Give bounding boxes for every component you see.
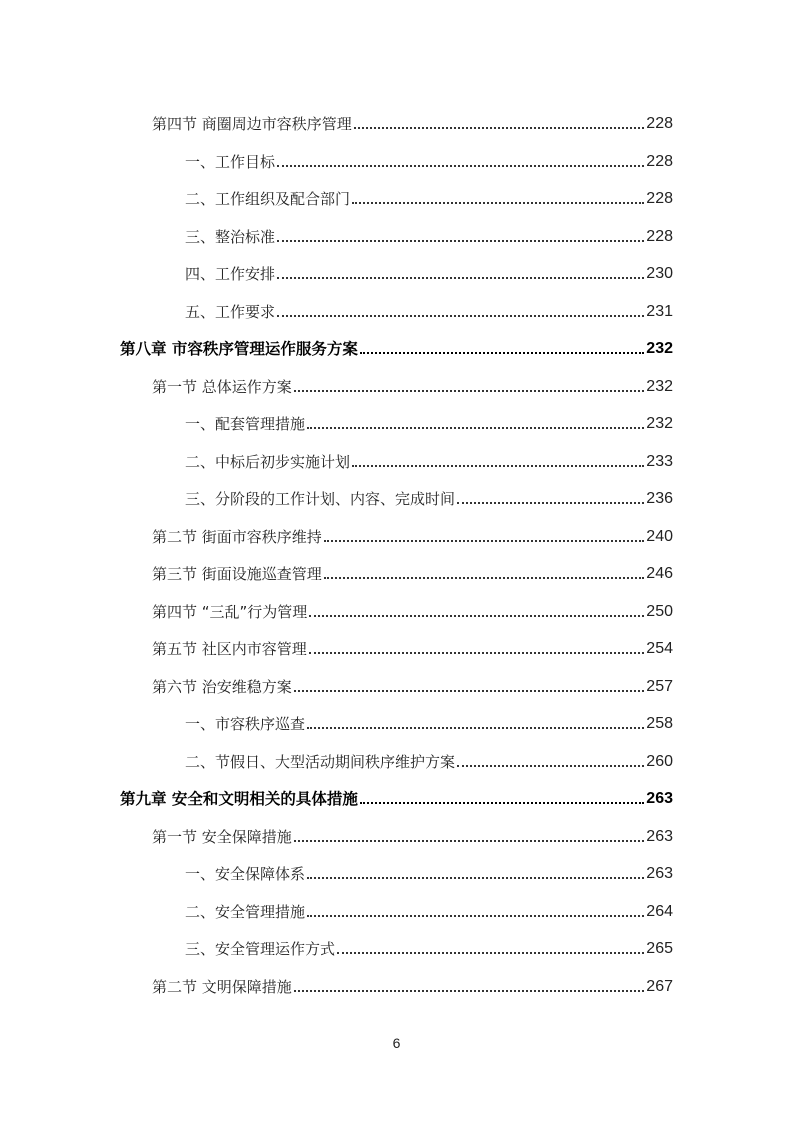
dot-leader: [324, 527, 645, 547]
toc-chapter-entry[interactable]: [120, 331, 673, 359]
dot-leader: [309, 639, 645, 659]
toc-entry-page: 240: [646, 527, 673, 545]
toc-entry-title: 第二节 文明保障措施: [152, 977, 292, 996]
toc-entry[interactable]: [152, 106, 673, 134]
toc-entry-page: 263: [646, 790, 673, 807]
toc-entry[interactable]: [152, 669, 673, 697]
toc-entry-title: 四、工作安排: [185, 265, 276, 283]
dot-leader: [277, 152, 644, 172]
toc-entry[interactable]: [152, 594, 673, 622]
toc-entry-title: 二、中标后初步实施计划: [185, 452, 351, 471]
toc-entry-title: 三、安全管理运作方式: [185, 940, 336, 958]
toc-entry-title: 第一节 总体运作方案: [152, 377, 292, 396]
toc-entry[interactable]: [152, 631, 673, 659]
dot-leader: [324, 564, 645, 584]
dot-leader: [360, 789, 644, 809]
toc-entry-title: 第九章 安全和文明相关的具体措施: [120, 790, 358, 808]
toc-entry-title: 第三节 街面设施巡查管理: [152, 565, 322, 583]
dot-leader: [277, 302, 644, 322]
toc-entry-page: 233: [646, 452, 673, 470]
toc-entry-title: 一、安全保障体系: [185, 865, 306, 883]
dot-leader: [337, 939, 644, 959]
toc-entry-title: 二、安全管理措施: [185, 902, 306, 921]
toc-entry-page: 263: [646, 827, 673, 845]
toc-entry-page: 250: [646, 602, 673, 620]
dot-leader: [294, 827, 645, 847]
toc-entry[interactable]: [152, 969, 673, 997]
toc-entry[interactable]: [152, 556, 673, 584]
dot-leader: [352, 452, 644, 472]
toc-entry[interactable]: [185, 219, 673, 247]
toc-entry[interactable]: [185, 481, 673, 509]
dot-leader: [294, 677, 645, 697]
toc-entry-page: 231: [646, 302, 673, 320]
toc-entry-page: 228: [646, 190, 673, 207]
toc-entry-page: 246: [646, 565, 673, 582]
toc-entry[interactable]: [185, 894, 673, 922]
toc-chapter-entry[interactable]: [120, 781, 673, 809]
toc-entry-page: 232: [646, 340, 673, 357]
toc-entry-title: 三、整治标准: [185, 227, 276, 246]
toc-entry-title: 第四节 “三乱”行为管理: [152, 602, 308, 621]
toc-entry[interactable]: [152, 369, 673, 397]
dot-leader: [354, 114, 645, 134]
toc-entry-title: 三、分阶段的工作计划、内容、完成时间: [185, 490, 456, 508]
dot-leader: [277, 227, 644, 247]
toc-entry[interactable]: [185, 181, 673, 209]
toc-entry-page: 232: [646, 415, 673, 432]
dot-leader: [457, 489, 644, 509]
toc-entry-page: 264: [646, 902, 673, 920]
toc-entry-page: 230: [646, 265, 673, 282]
toc-entry-page: 236: [646, 490, 673, 507]
toc-entry-title: 二、工作组织及配合部门: [185, 190, 351, 208]
toc-entry[interactable]: [185, 856, 673, 884]
toc-entry-title: 第六节 治安维稳方案: [152, 677, 292, 696]
dot-leader: [307, 714, 644, 734]
dot-leader: [309, 602, 644, 622]
toc-entry-title: 第一节 安全保障措施: [152, 827, 292, 846]
toc-entry[interactable]: [185, 706, 673, 734]
toc-entry-page: 257: [646, 677, 673, 695]
toc-entry[interactable]: [152, 519, 673, 547]
toc-entry[interactable]: [185, 444, 673, 472]
dot-leader: [294, 977, 645, 997]
toc-entry-page: 254: [646, 640, 673, 657]
dot-leader: [307, 414, 644, 434]
toc-entry-page: 267: [646, 977, 673, 995]
toc-entry-page: 263: [646, 865, 673, 882]
toc-entry-page: 260: [646, 752, 673, 770]
toc-entry-title: 二、节假日、大型活动期间秩序维护方案: [185, 752, 456, 771]
toc-entry-page: 228: [646, 115, 673, 132]
toc-entry-title: 一、配套管理措施: [185, 415, 306, 433]
toc-entry-title: 一、市容秩序巡查: [185, 715, 306, 733]
dot-leader: [352, 189, 644, 209]
toc-entry-page: 228: [646, 227, 673, 245]
toc-entry-page: 232: [646, 377, 673, 395]
toc-entry[interactable]: [185, 144, 673, 172]
toc-entry-title: 五、工作要求: [185, 302, 276, 321]
toc-entry-title: 第二节 街面市容秩序维持: [152, 527, 322, 546]
dot-leader: [457, 752, 644, 772]
dot-leader: [307, 864, 644, 884]
toc-entry-page: 228: [646, 152, 673, 170]
toc-entry-title: 一、工作目标: [185, 152, 276, 171]
toc-entry-title: 第四节 商圈周边市容秩序管理: [152, 115, 352, 133]
toc-entry-page: 265: [646, 940, 673, 957]
toc-entry[interactable]: [185, 931, 673, 959]
toc-entry[interactable]: [185, 294, 673, 322]
toc-entry[interactable]: [152, 819, 673, 847]
toc-entry[interactable]: [185, 256, 673, 284]
toc-entry[interactable]: [185, 744, 673, 772]
dot-leader: [360, 339, 644, 359]
dot-leader: [307, 902, 644, 922]
toc-entry[interactable]: [185, 406, 673, 434]
dot-leader: [294, 377, 645, 397]
toc-entry-page: 258: [646, 715, 673, 732]
toc-entry-title: 第五节 社区内市容管理: [152, 640, 307, 658]
page-number: 6: [392, 1035, 401, 1051]
dot-leader: [277, 264, 644, 284]
toc-entry-title: 第八章 市容秩序管理运作服务方案: [120, 340, 358, 358]
